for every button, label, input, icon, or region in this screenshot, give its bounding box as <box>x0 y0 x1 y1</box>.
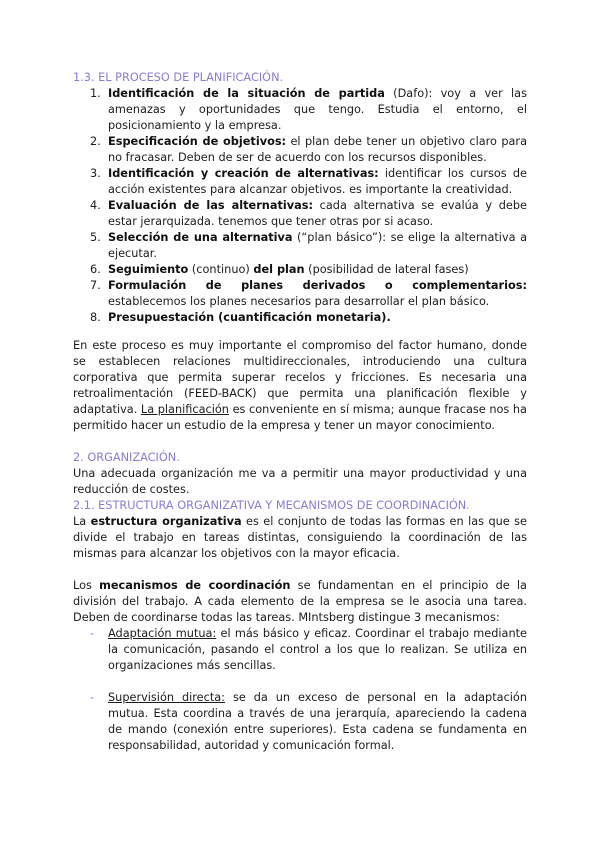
structure-term: estructura organizativa <box>90 515 242 528</box>
section-2-1-title: 2.1. ESTRUCTURA ORGANIZATIVA Y MECANISMOS DE COORDINACIÓN. <box>73 499 470 512</box>
step-title: Seguimiento <box>108 263 189 276</box>
structure-paragraph <box>73 514 527 562</box>
planning-paragraph-main: En este proceso es muy importante el compromiso del factor humano, donde se establecen relaciones multidireccionales, introduciendo una cultura corporativa que permita superar recelos y fricciones. Es necesaria una retroalimentación (FEED-BACK) que permita una planificación flexible y adaptativa. <box>73 339 527 416</box>
structure-text: es el conjunto de todas las formas en las que se divide el trabajo en tareas distintas, consiguiendo la coordinación de las mismas para alcanzar los objetivos con la mayor eficacia. <box>73 515 527 560</box>
mechanism-label: Adaptación mutua: <box>108 627 217 640</box>
step-text: el plan debe tener un objetivo claro para no fracasar. Deben de ser de acuerdo con los recursos disponibles. <box>108 135 527 164</box>
mechanism-text: el más básico y eficaz. Coordinar el trabajo mediante la comunicación, pasando el control a los que lo realizan. Se utiliza en organizaciones más sencillas. <box>108 627 527 672</box>
step-title: Presupuestación (cuantificación monetaria). <box>108 311 391 324</box>
dash-bullet: - <box>90 627 95 640</box>
step-title: Evaluación de las alternativas: <box>108 199 313 212</box>
step-text: (“plan básico”): se elige la alternativa a ejecutar. <box>108 231 527 260</box>
mechanisms-text: se fundamentan en el principio de la división del trabajo. A cada elemento de la empresa se le asocia una tarea. Deben de coordinarse todas las tareas. MIntsberg distingue 3 mecanismos: <box>73 579 527 624</box>
planning-step-1 <box>73 86 527 134</box>
step-text-mid: (continuo) <box>188 263 254 276</box>
mechanisms-list-2 <box>73 690 527 754</box>
step-text: identificar los cursos de acción existentes para alcanzar objetivos. es importante la creatividad. <box>108 167 527 196</box>
planning-paragraph-underlined: La planificación <box>140 403 229 416</box>
planning-step-8 <box>73 310 527 326</box>
mechanisms-term: mecanismos de coordinación <box>99 579 291 592</box>
planning-paragraph-tail: es conveniente en sí misma; aunque fracase nos ha permitido hacer un estudio de la empresa y tener un mayor conocimiento. <box>73 403 527 432</box>
step-title: Formulación de planes derivados o complementarios: <box>108 279 527 292</box>
step-number: 2. <box>90 135 101 148</box>
step-title-2: del plan <box>253 263 305 276</box>
structure-intro: La <box>73 515 91 528</box>
step-number: 3. <box>90 167 101 180</box>
planning-step-7 <box>73 278 527 310</box>
step-title: Especificación de objetivos: <box>108 135 287 148</box>
planning-steps-list <box>73 86 527 326</box>
section-2-title: 2. ORGANIZACIÓN. <box>73 451 180 464</box>
mechanism-text: se da un exceso de personal en la adaptación mutua. Esta coordina a través de una jerarquía, apareciendo la cadena de mando (conexión entre superiores). Esta cadena se fundamenta en responsabilidad, autoridad y comunicación formal. <box>108 691 527 752</box>
planning-step-5 <box>73 230 527 262</box>
mechanism-item-adaptacion <box>73 626 527 674</box>
mechanism-label: Supervisión directa: <box>108 691 225 704</box>
mechanisms-intro: Los <box>73 579 100 592</box>
section-1-3-title: 1.3. EL PROCESO DE PLANIFICACIÓN. <box>73 71 284 84</box>
step-number: 1. <box>90 87 101 100</box>
step-number: 4. <box>90 199 101 212</box>
step-text: (Dafo): voy a ver las amenazas y oportunidades que tengo. Estudia el entorno, el posicionamiento y la empresa. <box>108 87 527 132</box>
step-title: Selección de una alternativa <box>108 231 293 244</box>
mechanisms-list <box>73 626 527 674</box>
step-number: 7. <box>90 279 101 292</box>
step-text: cada alternativa se evalúa y debe estar jerarquizada. tenemos que tener otras por si acaso. <box>108 199 527 228</box>
document-content <box>73 70 527 754</box>
step-number: 6. <box>90 263 101 276</box>
planning-step-3 <box>73 166 527 198</box>
planning-step-2 <box>73 134 527 166</box>
step-number: 5. <box>90 231 101 244</box>
mechanism-item-supervision <box>73 690 527 754</box>
planning-step-6 <box>73 262 527 278</box>
planning-paragraph <box>73 338 527 434</box>
dash-bullet: - <box>90 691 95 704</box>
step-number: 8. <box>90 311 101 324</box>
planning-step-4 <box>73 198 527 230</box>
step-title: Identificación de la situación de partida <box>108 87 385 100</box>
mechanisms-paragraph <box>73 578 527 626</box>
step-title: Identificación y creación de alternativas: <box>108 167 379 180</box>
step-text: establecemos los planes necesarios para desarrollar el plan básico. <box>108 295 490 308</box>
step-text: (posibilidad de lateral fases) <box>304 263 469 276</box>
section-2-text: Una adecuada organización me va a permitir una mayor productividad y una reducción de costes. <box>73 467 527 496</box>
